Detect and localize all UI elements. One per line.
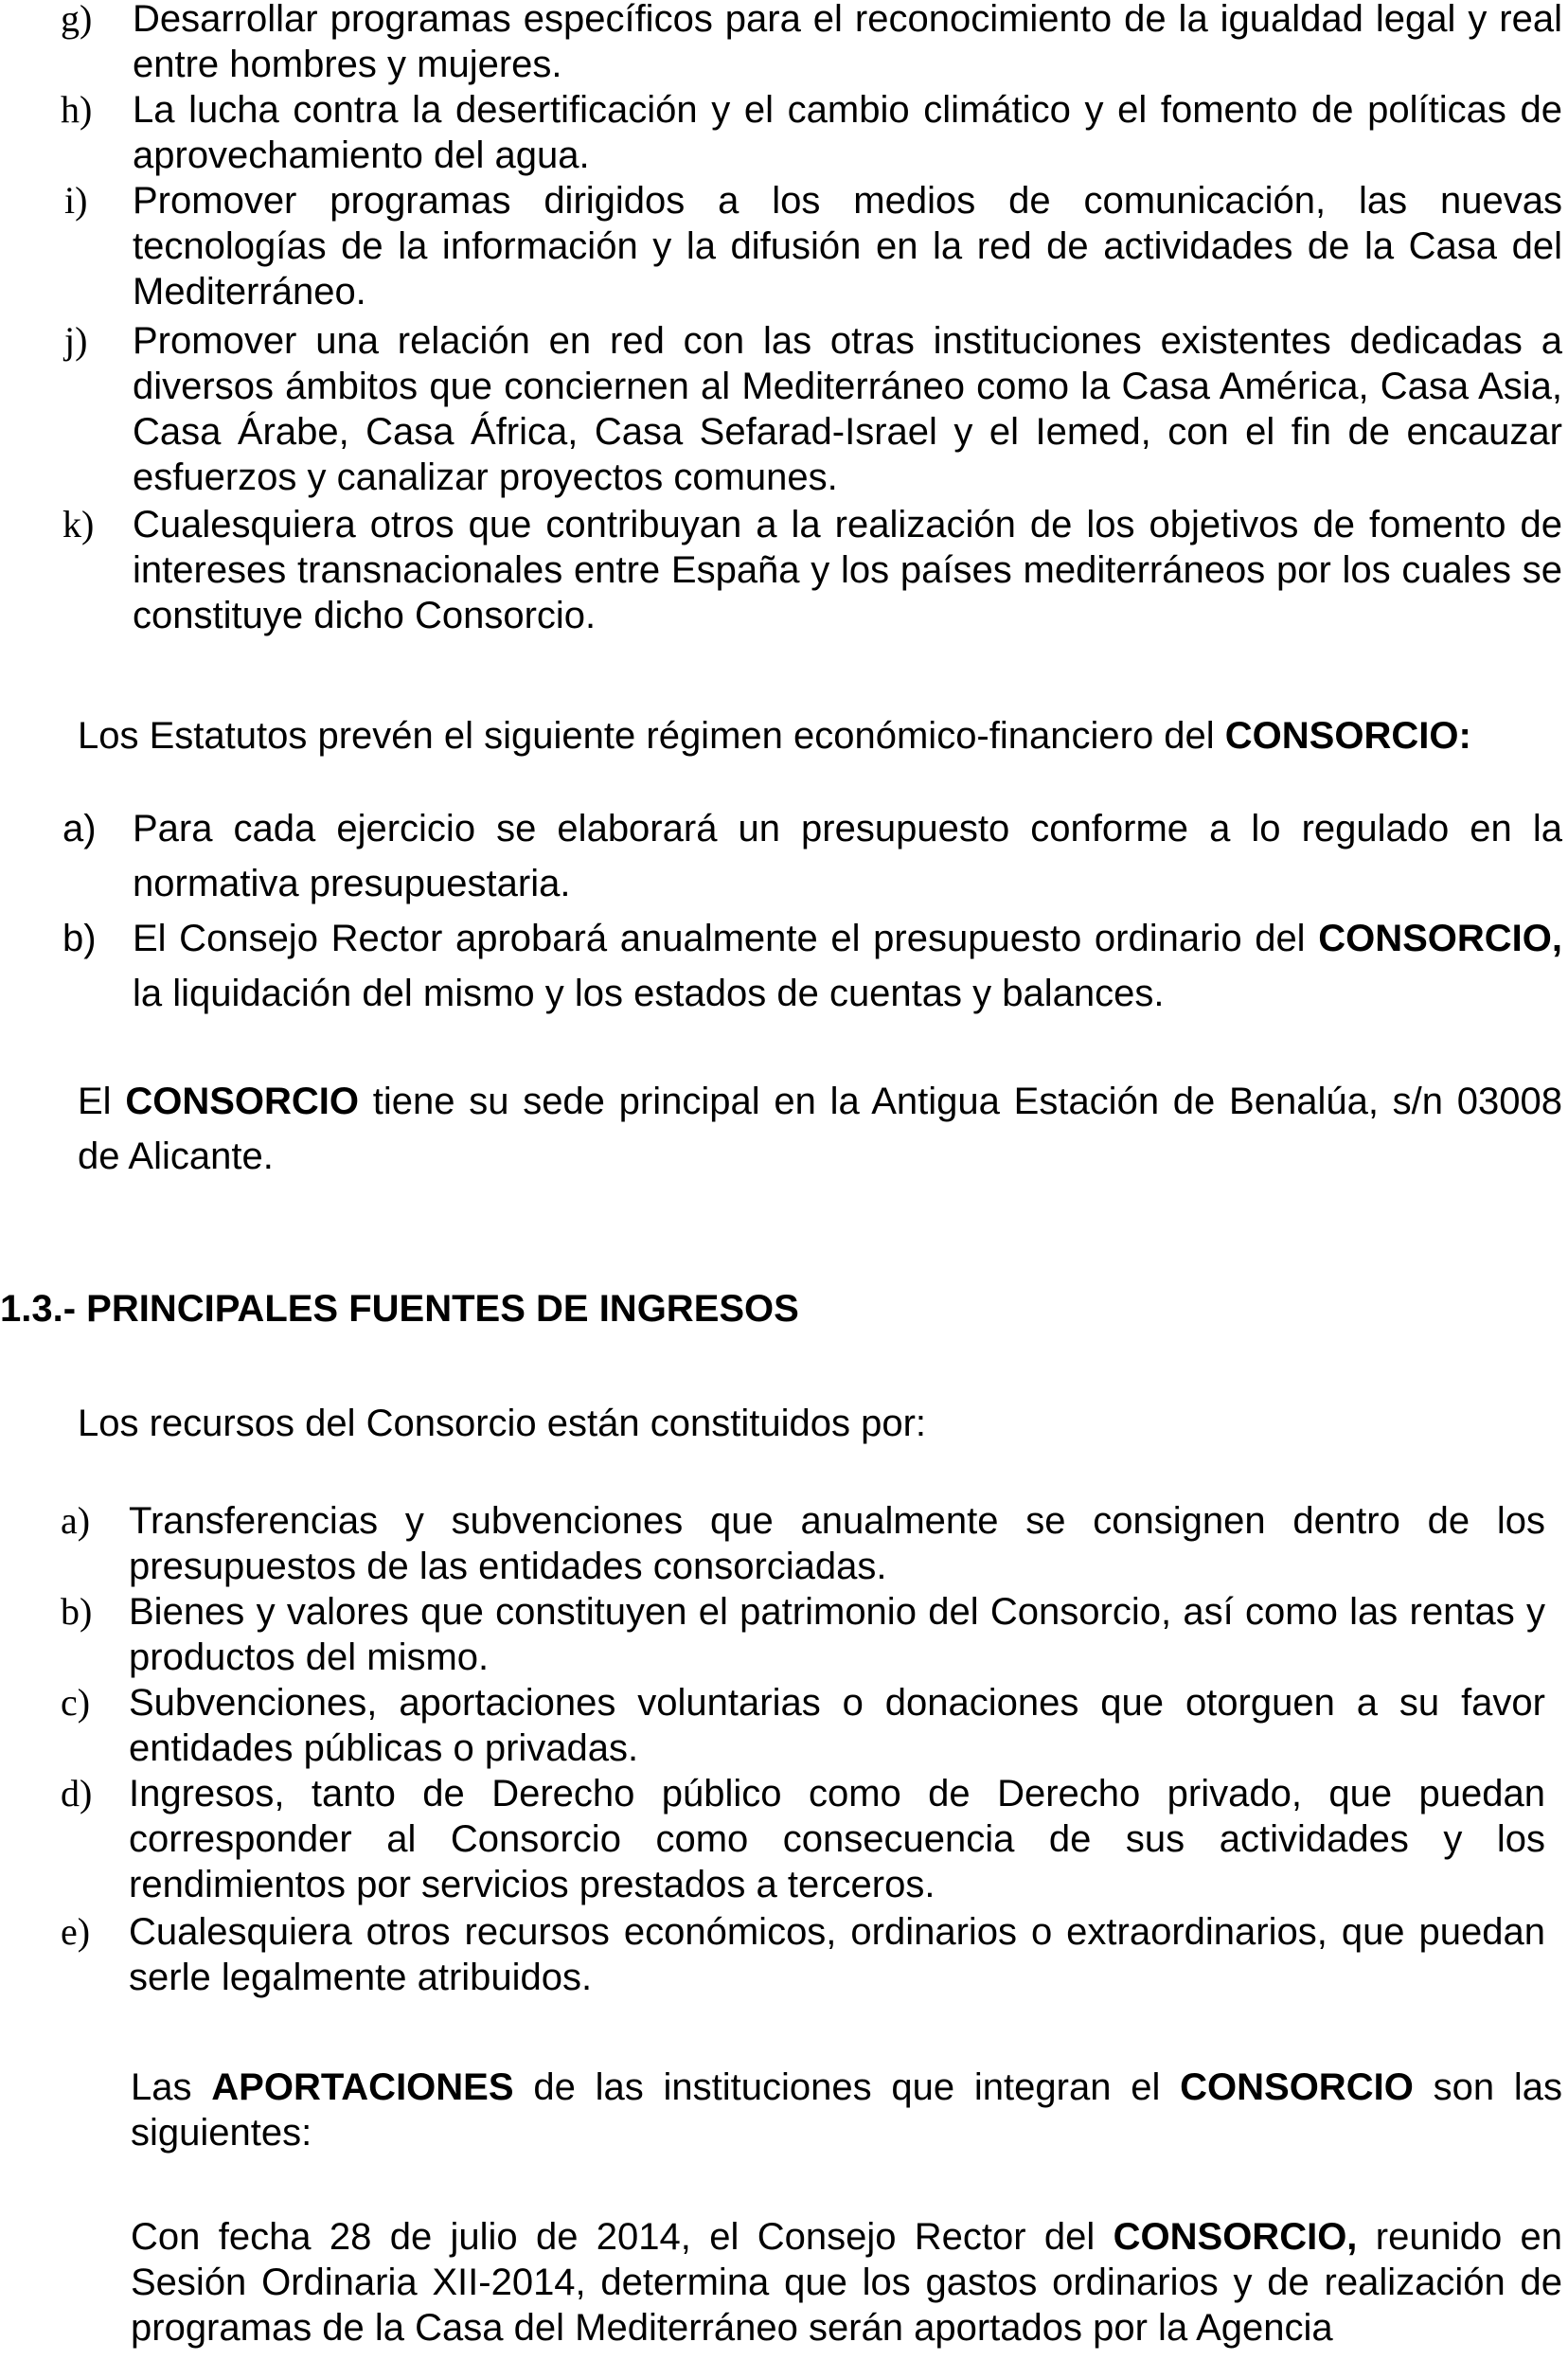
list-item-text: Para cada ejercicio se elaborará un presupuesto conforme a lo regulado en la normativa presupuestaria. <box>133 808 1562 904</box>
list-item <box>0 1771 1553 1907</box>
list-marker: h) <box>61 88 93 131</box>
list-marker: e) <box>61 1910 91 1953</box>
list-marker: g) <box>61 0 93 40</box>
list-item <box>0 1909 1553 2000</box>
list-marker: b) <box>61 1590 93 1633</box>
list-item-text: Subvenciones, aportaciones voluntarias o donaciones que otorguen a su favor entidades públicas o privadas. <box>129 1682 1545 1769</box>
list-item-text: Bienes y valores que constituyen el patrimonio del Consorcio, así como las rentas y productos del mismo. <box>129 1591 1545 1678</box>
consorcio-bold: CONSORCIO, <box>1113 2216 1358 2258</box>
list-item-text: Promover programas dirigidos a los medios de comunicación, las nuevas tecnologías de la información y la difusión en la red de actividades de la Casa del Mediterráneo. <box>133 180 1562 313</box>
list-marker: c) <box>61 1681 91 1724</box>
item-b-suffix: la liquidación del mismo y los estados de cuentas y balances. <box>133 973 1165 1014</box>
financial-regime-intro <box>78 708 1555 763</box>
list-item-text: Ingresos, tanto de Derecho público como de Derecho privado, que puedan corresponder al Consorcio como consecuencia de sus actividades y los rendimientos por servicios prestados a terceros. <box>129 1773 1545 1905</box>
council-decision-paragraph <box>131 2214 1562 2351</box>
list-marker: a) <box>62 808 97 849</box>
financial-item-a <box>0 801 1562 911</box>
aportaciones-bold: APORTACIONES <box>211 2066 514 2108</box>
p1-mid: de las instituciones que integran el <box>513 2066 1181 2108</box>
list-item <box>0 1589 1553 1680</box>
intro-text: Los Estatutos prevén el siguiente régimen económico-financiero del <box>78 715 1225 757</box>
list-marker: j) <box>64 319 88 362</box>
list-marker: d) <box>61 1772 93 1815</box>
consorcio-bold: CONSORCIO <box>125 1081 359 1122</box>
section-heading: 1.3.- PRINCIPALES FUENTES DE INGRESOS <box>0 1288 799 1330</box>
seat-suffix: tiene su sede principal en la Antigua Estación de Benalúa, s/n 03008 de Alicante. <box>78 1081 1562 1177</box>
list-item <box>0 318 1568 500</box>
list-item <box>0 87 1568 178</box>
list-marker: a) <box>61 1499 91 1542</box>
resources-intro: Los recursos del Consorcio están constituidos por: <box>78 1403 927 1444</box>
p1-suffix: son las siguientes: <box>131 2066 1562 2154</box>
list-item-text: Cualesquiera otros recursos económicos, ordinarios o extraordinarios, que puedan serle legalmente atribuidos. <box>129 1911 1545 1998</box>
list-item-text: Desarrollar programas específicos para el reconocimiento de la igualdad legal y real entre hombres y mujeres. <box>133 0 1562 85</box>
p1-prefix: Las <box>131 2066 212 2108</box>
seat-prefix: El <box>78 1081 126 1122</box>
item-b-prefix: El Consejo Rector aprobará anualmente el presupuesto ordinario del <box>133 918 1319 959</box>
list-item-text: La lucha contra la desertificación y el cambio climático y el fomento de políticas de aprovechamiento del agua. <box>133 89 1562 176</box>
list-item-text <box>133 911 1562 1021</box>
contributions-paragraph <box>131 2065 1562 2155</box>
list-item <box>0 178 1568 314</box>
list-item <box>0 1498 1553 1589</box>
list-item-text: Cualesquiera otros que contribuyan a la realización de los objetivos de fomento de intereses transnacionales entre España y los países mediterráneos por los cuales se constituye dicho Consorcio. <box>133 504 1562 636</box>
list-item <box>0 0 1568 87</box>
consorcio-bold: CONSORCIO, <box>1318 918 1562 959</box>
p2-prefix: Con fecha 28 de julio de 2014, el Consejo Rector del <box>131 2216 1114 2258</box>
p2-suffix: reunido en Sesión Ordinaria XII-2014, determina que los gastos ordinarios y de realización de programas de la Casa del Mediterráneo serán aportados por la Agencia <box>131 2216 1563 2349</box>
seat-paragraph <box>78 1074 1562 1184</box>
consorcio-bold: CONSORCIO: <box>1224 715 1471 757</box>
consorcio-bold: CONSORCIO <box>1180 2066 1414 2108</box>
list-marker: b) <box>62 918 97 959</box>
list-item <box>0 1680 1553 1771</box>
list-item-text: Promover una relación en red con las otras instituciones existentes dedicadas a diversos ámbitos que conciernen al Mediterráneo como la Casa América, Casa Asia, Casa Árabe, Casa África, Casa Sefarad-Israel y el Iemed, con el fin de encauzar esfuerzos y canalizar proyectos comunes. <box>133 320 1562 498</box>
list-marker: k) <box>62 503 95 545</box>
list-marker: i) <box>64 179 88 222</box>
list-item <box>0 502 1568 638</box>
list-item-text: Transferencias y subvenciones que anualmente se consignen dentro de los presupuestos de las entidades consorciadas. <box>129 1500 1545 1587</box>
financial-item-b <box>0 911 1562 1021</box>
